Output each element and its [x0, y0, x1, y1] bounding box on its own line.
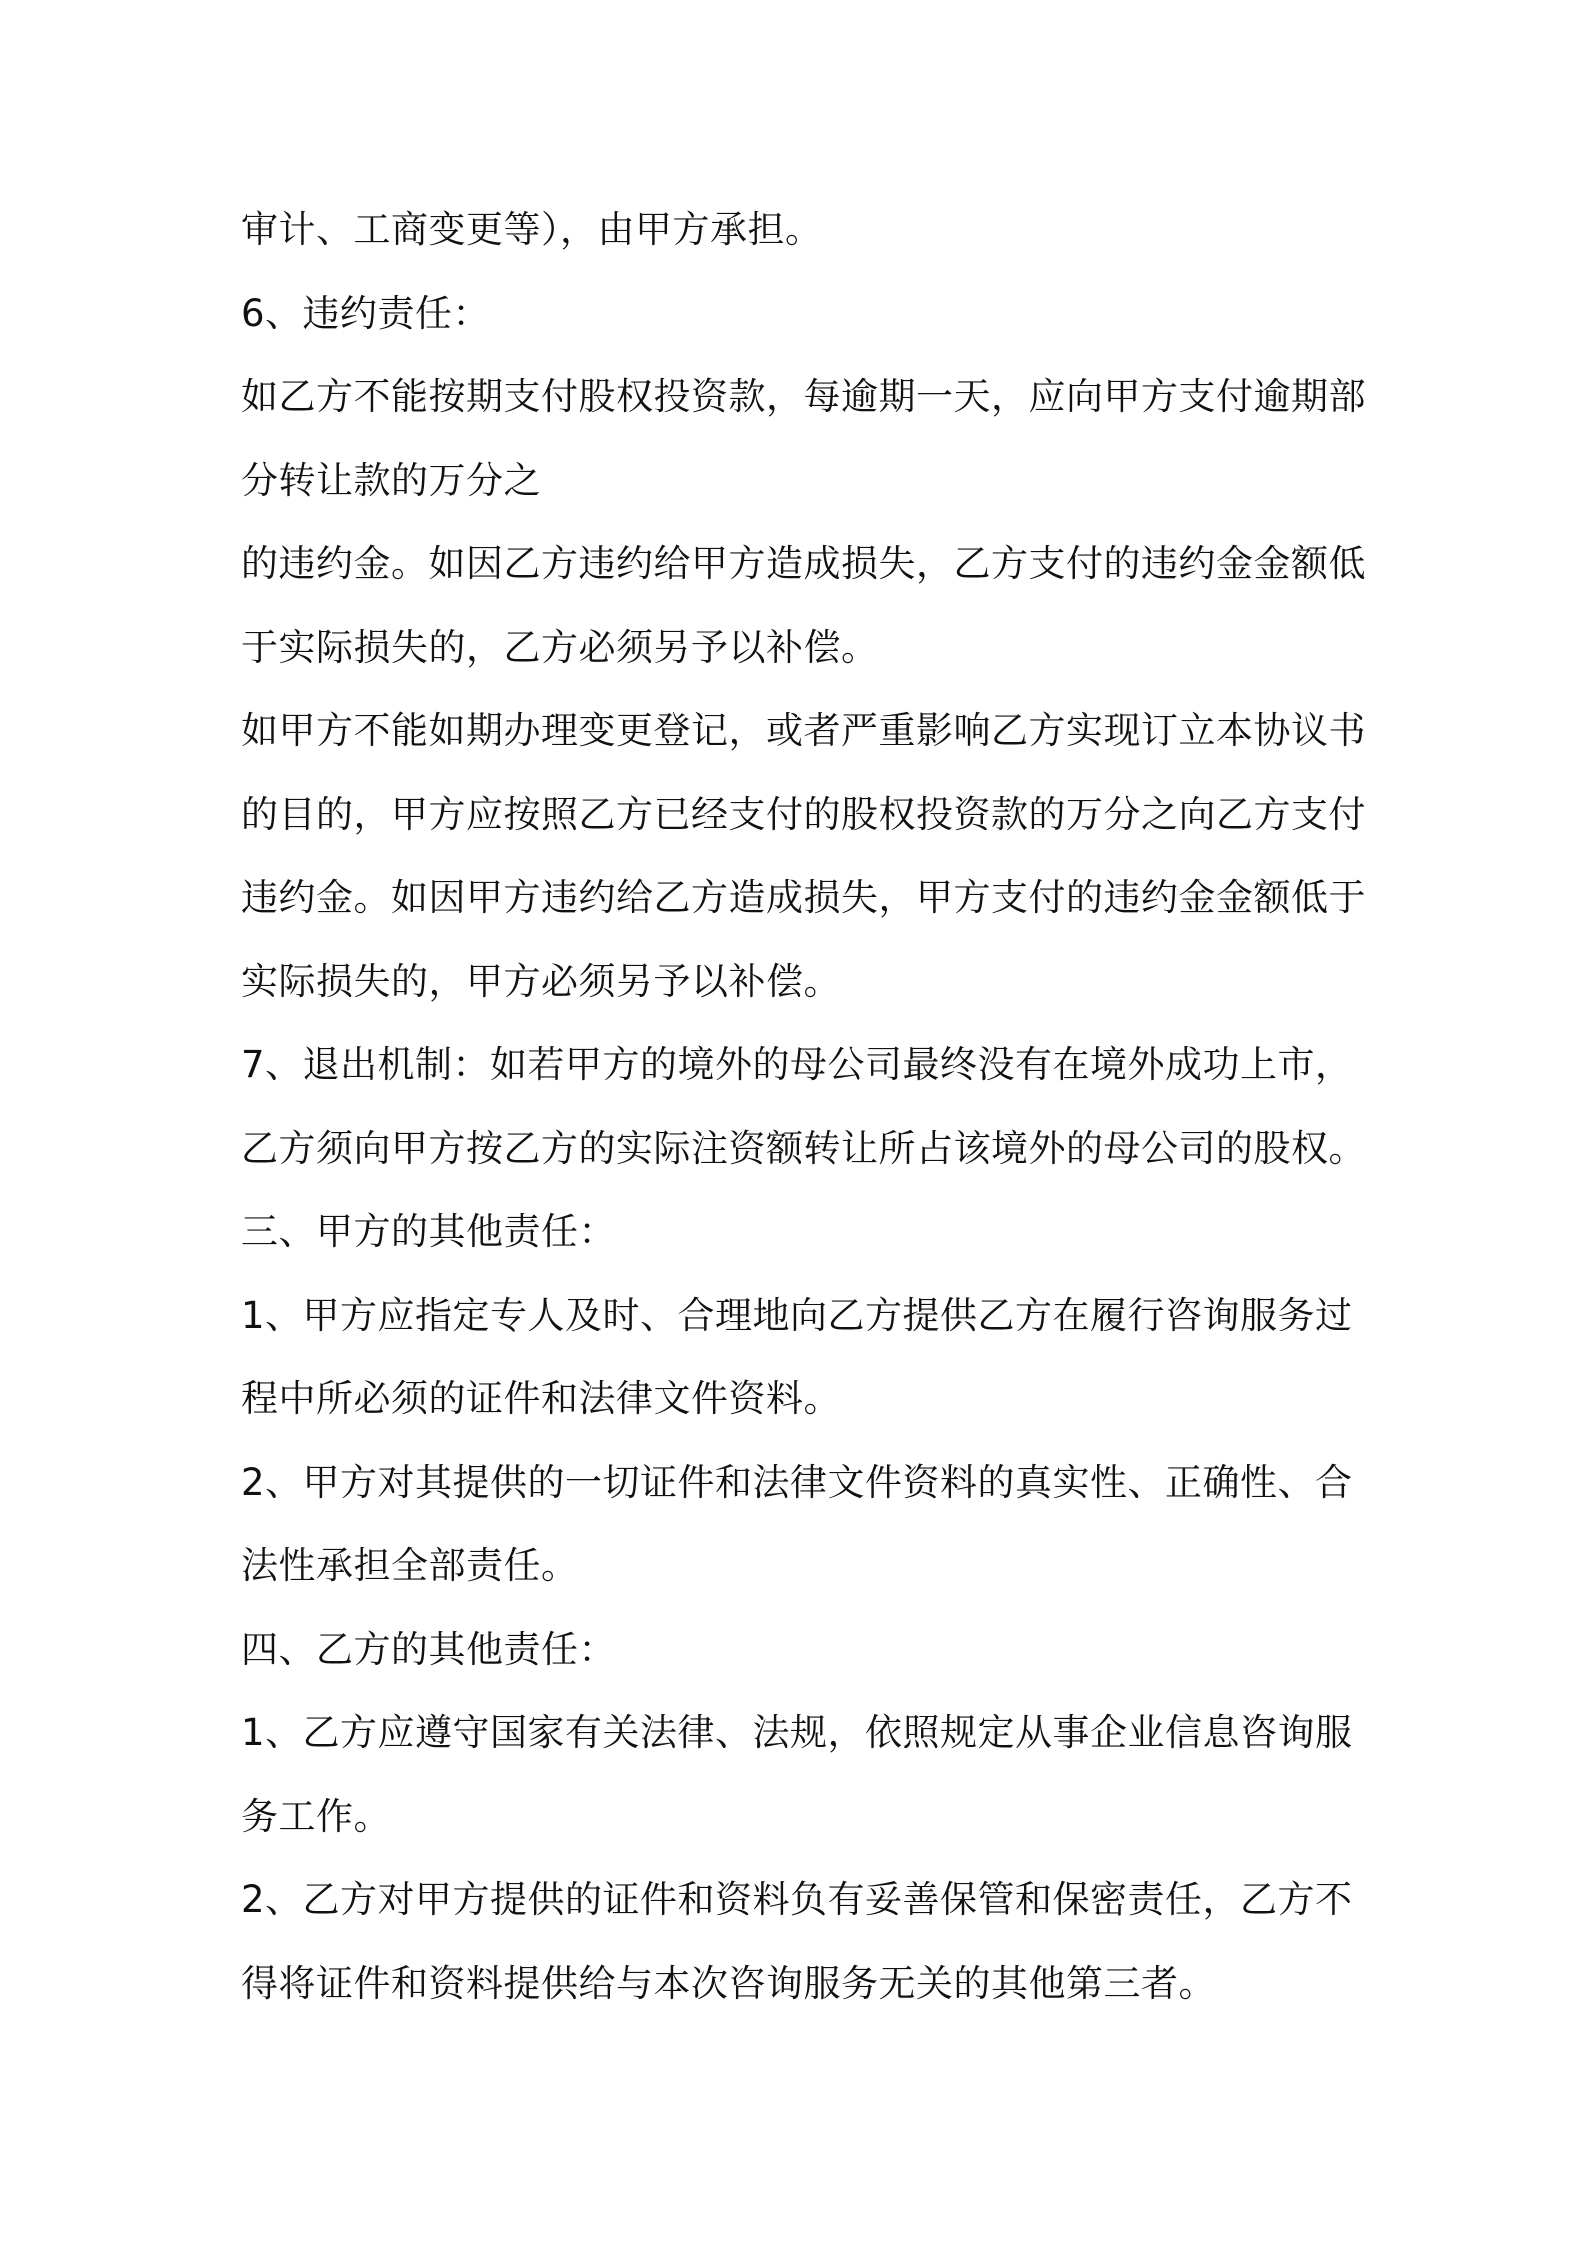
text-line: 于实际损失的，乙方必须另予以补偿。: [241, 625, 879, 669]
text-line: 程中所必须的证件和法律文件资料。: [241, 1377, 841, 1420]
text-line: 得将证件和资料提供给与本次咨询服务无关的其他第三者。: [241, 1961, 1216, 2005]
text-line: 7、退出机制：如若甲方的境外的母公司最终没有在境外成功上市，: [241, 1043, 1353, 1086]
section-heading: 四、乙方的其他责任：: [241, 1627, 616, 1671]
text-line: 2、乙方对甲方提供的证件和资料负有妥善保管和保密责任，乙方不: [241, 1878, 1353, 1921]
text-line: 的违约金。如因乙方违约给甲方造成损失，乙方支付的违约金金额低: [241, 542, 1366, 585]
text-line: 的目的，甲方应按照乙方已经支付的股权投资款的万分之向乙方支付: [241, 792, 1366, 836]
text-line: 实际损失的，甲方必须另予以补偿。: [241, 959, 841, 1003]
text-line: 务工作。: [241, 1794, 391, 1838]
document-body: [241, 198, 1366, 2035]
text-line: 如乙方不能按期支付股权投资款，每逾期一天，应向甲方支付逾期部: [241, 375, 1366, 418]
text-line: 乙方须向甲方按乙方的实际注资额转让所占该境外的母公司的股权。: [241, 1126, 1366, 1170]
section-heading: 三、甲方的其他责任：: [241, 1210, 616, 1253]
text-line: 1、乙方应遵守国家有关法律、法规，依照规定从事企业信息咨询服: [241, 1711, 1353, 1754]
text-line: 法性承担全部责任。: [241, 1544, 579, 1587]
text-line: 分转让款的万分之: [241, 458, 541, 502]
text-line: 审计、工商变更等），由甲方承担。: [241, 208, 823, 251]
text-line: 2、甲方对其提供的一切证件和法律文件资料的真实性、正确性、合: [241, 1460, 1353, 1504]
text-line: 1、甲方应指定专人及时、合理地向乙方提供乙方在履行咨询服务过: [241, 1293, 1353, 1337]
text-line: 如甲方不能如期办理变更登记，或者严重影响乙方实现订立本协议书: [241, 709, 1366, 752]
section-heading: 6、违约责任：: [241, 291, 491, 335]
text-line: 违约金。如因甲方违约给乙方造成损失，甲方支付的违约金金额低于: [241, 876, 1366, 919]
